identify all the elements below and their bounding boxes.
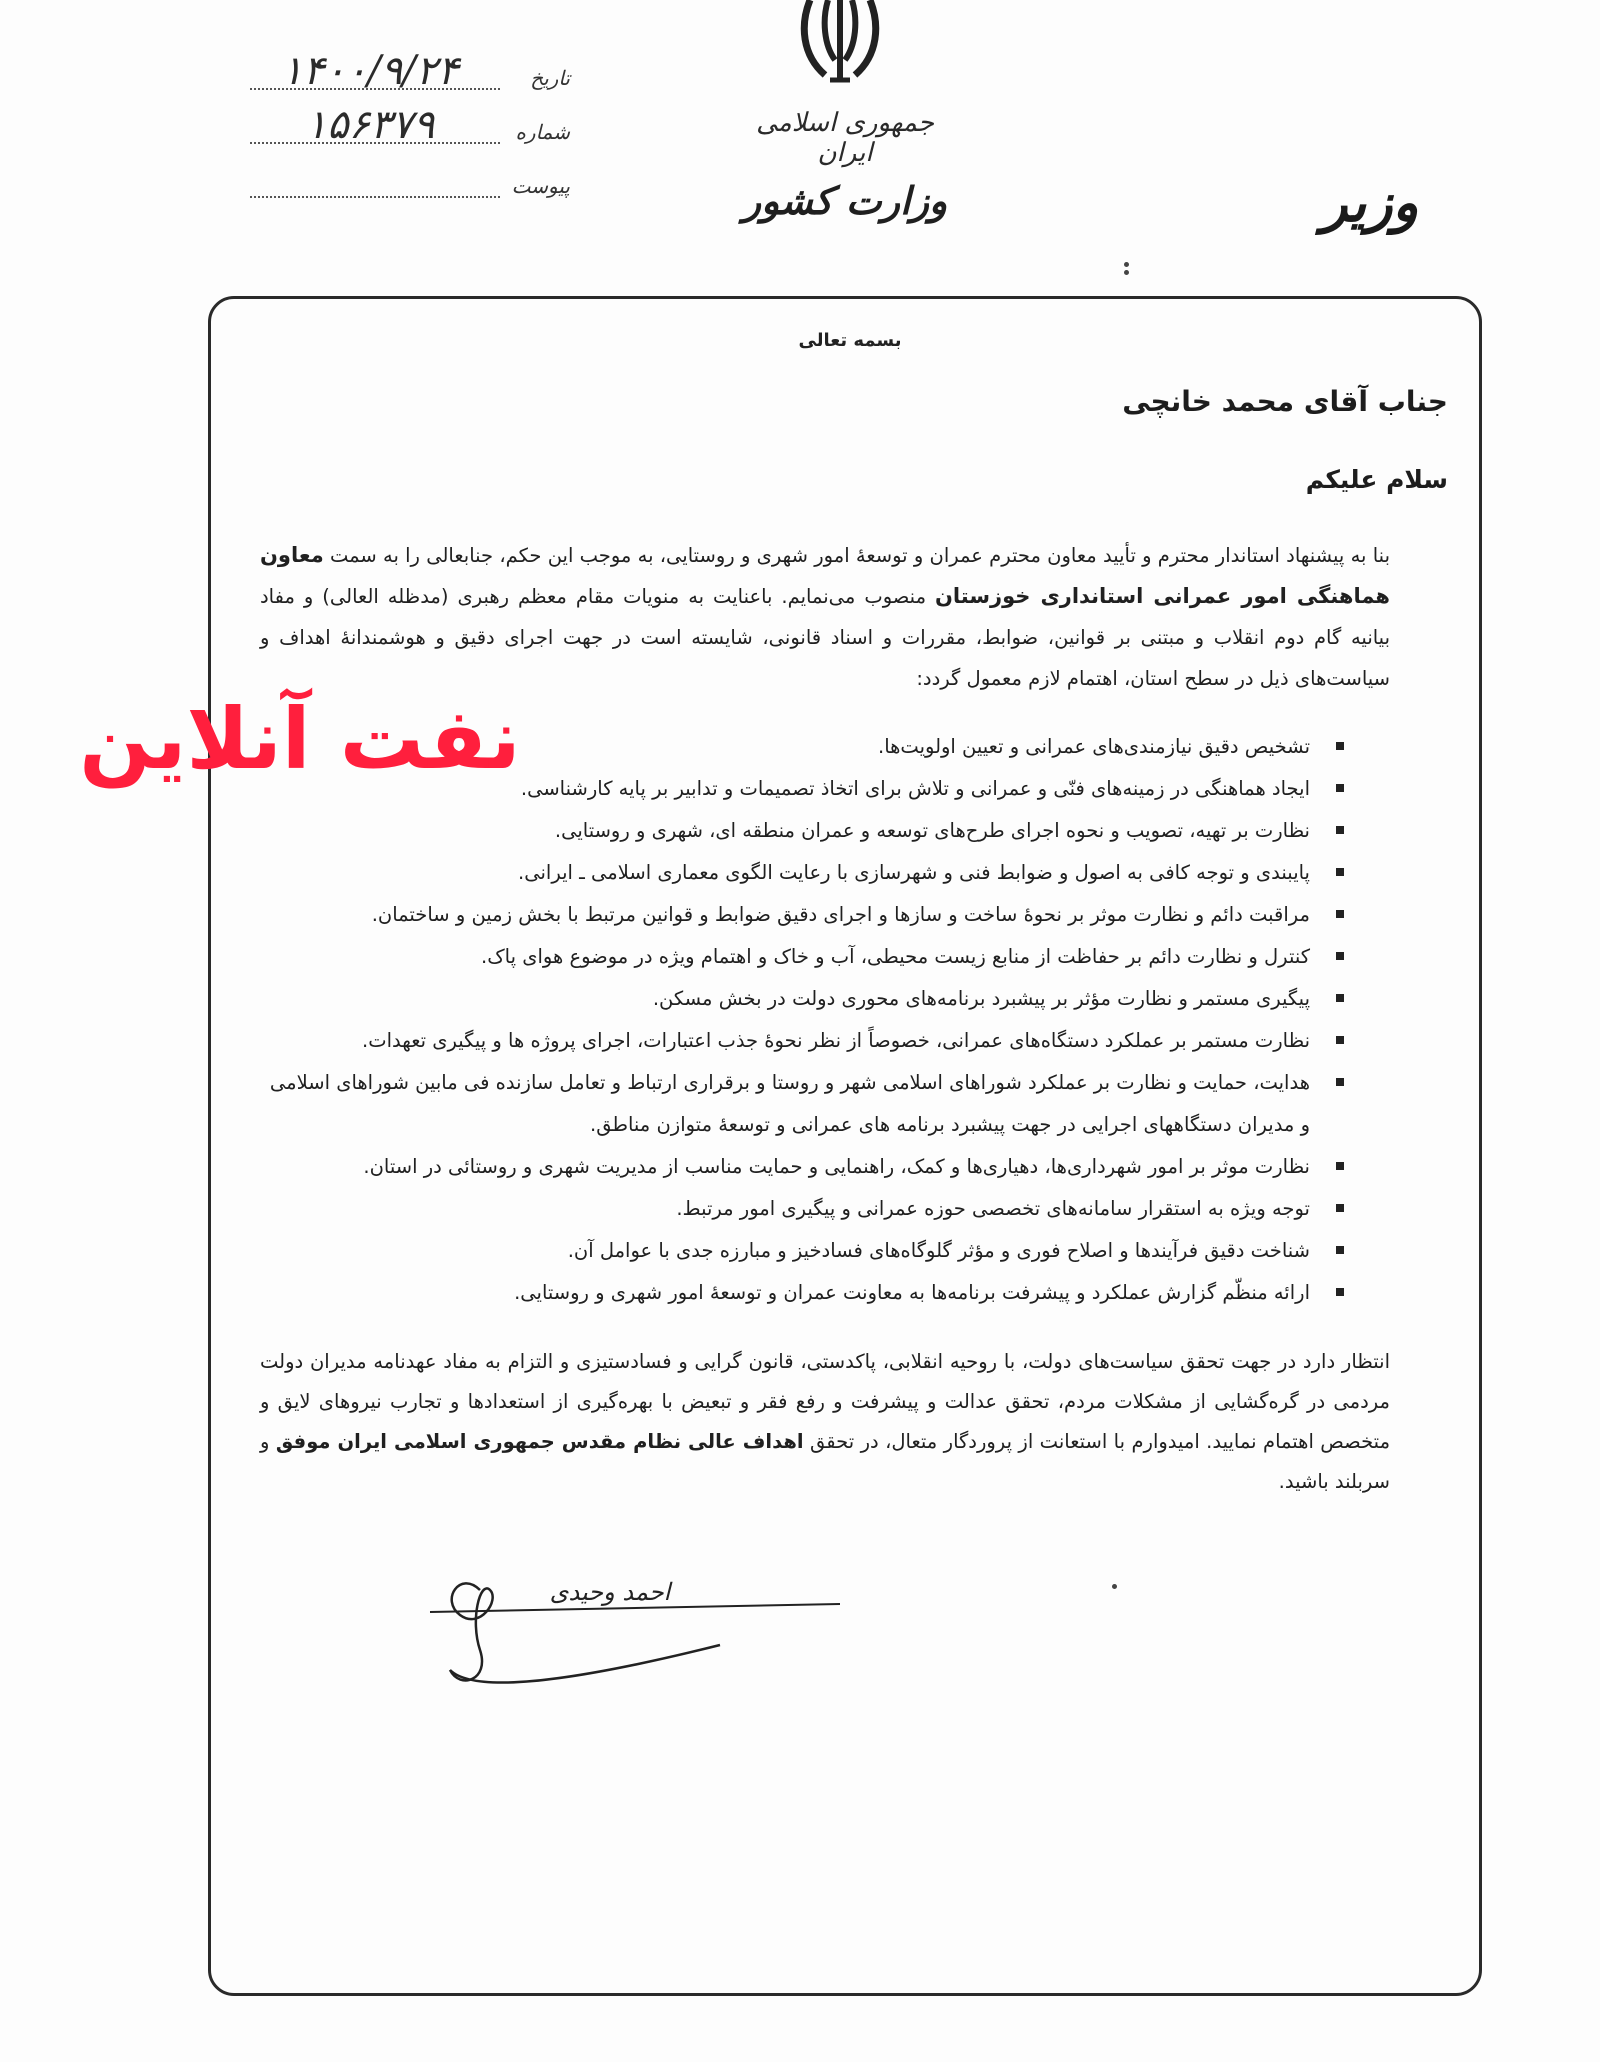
appointment-title: معاون هماهنگی امور عمرانی استانداری خوزستان bbox=[260, 543, 1390, 608]
attachment-field bbox=[250, 156, 570, 206]
watermark-text: نفت آنلاین bbox=[79, 690, 521, 788]
closing-paragraph bbox=[260, 1342, 1390, 1502]
greeting: سلام علیکم bbox=[1305, 465, 1448, 494]
duty-item bbox=[260, 1020, 1350, 1062]
duty-text: پایبندی و توجه کافی به اصول و ضوابط فنی و شهرسازی با رعایت الگوی معماری اسلامی ـ ایرانی. bbox=[518, 861, 1310, 884]
duty-text: ایجاد هماهنگی در زمینه‌های فنّی و عمرانی و تلاش برای اتخاذ تصمیمات و تدابیر بر پایه کارشناسی. bbox=[520, 777, 1310, 800]
bullet-icon bbox=[1336, 1204, 1344, 1212]
duty-text: توجه ویژه به استقرار سامانه‌های تخصصی حوزه عمرانی و پیگیری امور مرتبط. bbox=[676, 1197, 1310, 1220]
attachment-line bbox=[250, 196, 500, 198]
bullet-icon bbox=[1336, 994, 1344, 1002]
invocation: بسمه تعالی bbox=[798, 330, 902, 351]
iran-emblem-icon bbox=[780, 0, 900, 90]
bullet-icon bbox=[1336, 826, 1344, 834]
signer-name: احمد وحیدی bbox=[549, 1578, 671, 1606]
bullet-icon bbox=[1336, 952, 1344, 960]
number-label: شماره bbox=[515, 120, 570, 144]
bullet-icon bbox=[1336, 1288, 1344, 1296]
number-value: ۱۵۶۳۷۹ bbox=[305, 102, 435, 148]
duty-item bbox=[260, 978, 1350, 1020]
speck bbox=[1124, 262, 1129, 267]
intro-paragraph bbox=[260, 535, 1390, 699]
duty-text: نظارت موثر بر امور شهرداری‌ها، دهیاری‌ها و کمک، راهنمایی و حمایت مناسب از مدیریت شهری و روستائی در استان. bbox=[363, 1155, 1310, 1178]
bullet-icon bbox=[1336, 1246, 1344, 1254]
duty-item bbox=[260, 810, 1350, 852]
duty-item bbox=[260, 1188, 1350, 1230]
bullet-icon bbox=[1336, 868, 1344, 876]
duties-list bbox=[260, 726, 1350, 1314]
country-title: جمهوری اسلامی ایران bbox=[756, 108, 934, 168]
duty-text: پیگیری مستمر و نظارت مؤثر بر پیشبرد برنامه‌های محوری دولت در بخش مسکن. bbox=[652, 987, 1310, 1010]
number-field bbox=[250, 102, 570, 152]
duty-text: تشخیص دقیق نیازمندی‌های عمرانی و تعیین اولویت‌ها. bbox=[878, 735, 1310, 758]
date-value: ۱۴۰۰/۹/۲۴ bbox=[281, 48, 459, 94]
duty-text: کنترل و نظارت دائم بر حفاظت از منابع زیست محیطی، آب و خاک و اهتمام ویژه در موضوع هوای پاک. bbox=[481, 945, 1310, 968]
minister-title: وزیر bbox=[1321, 170, 1419, 234]
bullet-icon bbox=[1336, 1036, 1344, 1044]
closing-text-1: انتظار دارد در جهت تحقق سیاست‌های دولت، با روحیه انقلابی، پاکدستی، قانون گرایی و فسادستیزی و التزام به مفاد عهدنامه مدیران دولت مردمی در گره‌گشایی از مشکلات مردم، تحقق عدالت و پیشرفت و رفع فقر و تبعیض با بهره‌گیری از استعدادها و تجارب نیروهای لایق و متخصص اهتمام نمایید. امیدوارم با استعانت از پروردگار متعال، در تحقق bbox=[260, 1350, 1391, 1453]
duty-text: نظارت بر تهیه، تصویب و نحوه اجرای طرح‌های توسعه و عمران منطقه ای، شهری و روستایی. bbox=[554, 819, 1310, 842]
duty-item bbox=[260, 936, 1350, 978]
ministry-title: وزارت کشور bbox=[742, 178, 948, 223]
date-field bbox=[250, 48, 570, 98]
duty-item bbox=[260, 1230, 1350, 1272]
intro-text-2: منصوب می‌نمایم. باعنایت به منویات مقام معظم رهبری (مدظله العالی) و مفاد بیانیه گام دوم انقلاب و مبتنی بر قوانین، ضوابط، مقررات و اسناد قانونی، شایسته است در جهت اجرای دقیق و هوشمندانهٔ اهداف و سیاست‌های ذیل در سطح استان، اهتمام لازم معمول گردد: bbox=[260, 585, 1390, 690]
date-label: تاریخ bbox=[530, 66, 570, 90]
attachment-label: پیوست bbox=[511, 174, 570, 198]
speck bbox=[1124, 270, 1129, 275]
duty-text: مراقبت دائم و نظارت موثر بر نحوهٔ ساخت و سازها و اجرای دقیق ضوابط و قوانین مرتبط با بخش زمین و ساختمان. bbox=[371, 903, 1310, 926]
duty-item bbox=[260, 1272, 1350, 1314]
closing-text-2: و سربلند باشید. bbox=[260, 1430, 1390, 1493]
duty-text: نظارت مستمر بر عملکرد دستگاه‌های عمرانی، خصوصاً از نظر نحوهٔ جذب اعتبارات، اجرای پروژه ها و پیگیری تعهدات. bbox=[362, 1029, 1310, 1052]
date-line bbox=[250, 88, 500, 90]
bullet-icon bbox=[1336, 742, 1344, 750]
duty-text: هدایت، حمایت و نظارت بر عملکرد شوراهای اسلامی شهر و روستا و برقراری ارتباط و تعامل سازنده فی مابین شوراهای اسلامی و مدیران دستگاههای اجرایی در جهت پیشبرد برنامه های عمرانی و توسعهٔ متوازن مناطق. bbox=[269, 1071, 1310, 1136]
duty-item bbox=[260, 852, 1350, 894]
speck bbox=[1112, 1584, 1117, 1589]
bullet-icon bbox=[1336, 784, 1344, 792]
intro-text-1: بنا به پیشنهاد استاندار محترم و تأیید معاون محترم عمران و توسعهٔ امور شهری و روستایی، به موجب این حکم، جنابعالی را به سمت bbox=[329, 544, 1390, 567]
closing-bold-text: اهداف عالی نظام مقدس جمهوری اسلامی ایران موفق bbox=[275, 1430, 804, 1453]
duty-item bbox=[260, 1146, 1350, 1188]
bullet-icon bbox=[1336, 910, 1344, 918]
number-line bbox=[250, 142, 500, 144]
bullet-icon bbox=[1336, 1162, 1344, 1170]
duty-text: ارائه منظّم گزارش عملکرد و پیشرفت برنامه‌ها به معاونت عمران و توسعهٔ امور شهری و روستایی. bbox=[514, 1281, 1310, 1304]
duty-item bbox=[260, 1062, 1350, 1146]
duty-item bbox=[260, 894, 1350, 936]
addressee: جناب آقای محمد خانچی bbox=[1122, 385, 1448, 418]
bullet-icon bbox=[1336, 1078, 1344, 1086]
duty-text: شناخت دقیق فرآیندها و اصلاح فوری و مؤثر گلوگاه‌های فسادخیز و مبارزه جدی با عوامل آن. bbox=[567, 1239, 1310, 1262]
